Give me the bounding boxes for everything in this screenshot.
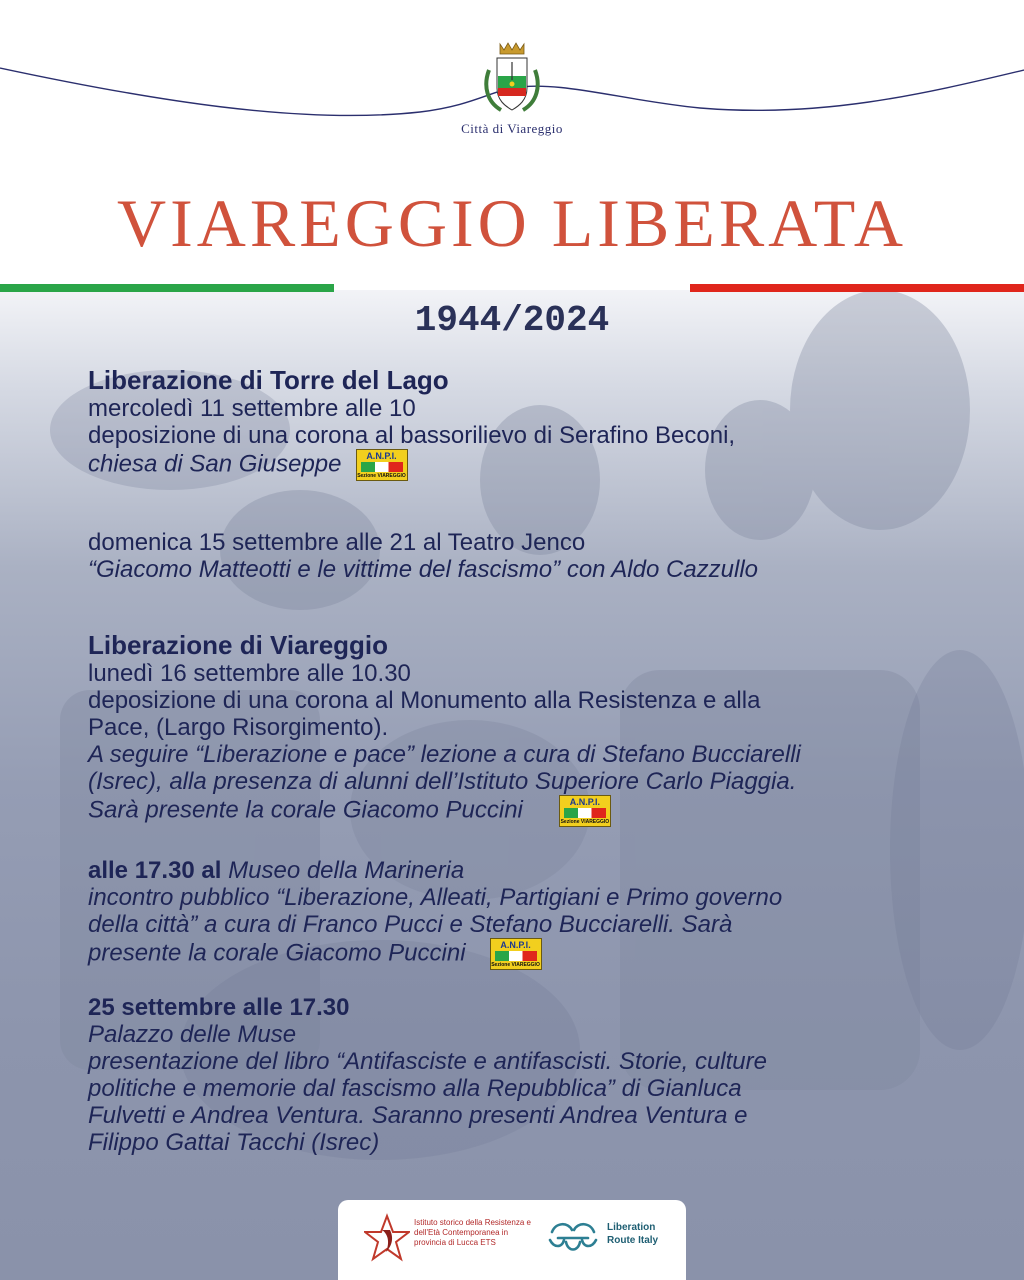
anpi-badge: [356, 449, 408, 481]
event-heading-torre: Liberazione di Torre del Lago: [88, 365, 449, 395]
anpi-flag-icon: [564, 808, 606, 818]
anpi-badge-label: A.N.P.I.: [500, 940, 531, 950]
isrec-name: Istituto storico della Resistenza e dell'Età Contemporanea in provincia di Lucca ETS: [414, 1218, 531, 1247]
anpi-badge-section: Sezione VIAREGGIO: [491, 962, 540, 968]
event-place-row-torre: [88, 449, 988, 481]
event-description-viareggio-1: deposizione di una corona al Monumento alla Resistenza e alla: [88, 687, 761, 714]
page-title: VIAREGGIO LIBERATA: [117, 185, 907, 261]
liberation-route-name: Liberation Route Italy: [607, 1222, 659, 1246]
event-line-palazzo-4: Filippo Gattai Tacchi (Isrec): [88, 1129, 380, 1156]
city-name: Città di Viareggio: [461, 121, 563, 136]
isrec-star-icon: [364, 1212, 410, 1264]
anpi-badge-section: Sezione VIAREGGIO: [357, 473, 406, 479]
anpi-badge: [559, 795, 611, 827]
anpi-flag-icon: [361, 462, 403, 472]
event-date-jenco: domenica 15 settembre alle 21 al Teatro Jenco: [88, 529, 586, 556]
event-followup-viareggio-2: (Isrec), alla presenza di alunni dell’Istituto Superiore Carlo Piaggia.: [88, 768, 797, 795]
years-subtitle: 1944/2024: [414, 300, 610, 341]
city-crest-icon: [481, 40, 543, 118]
event-place-torre: chiesa di San Giuseppe: [88, 450, 342, 478]
flag-stripe-green: [0, 284, 334, 292]
anpi-badge-section: Sezione VIAREGGIO: [560, 819, 610, 825]
event-place-palazzo: Palazzo delle Muse: [88, 1021, 297, 1048]
liberation-route-icon: [546, 1218, 600, 1258]
event-followup-row-viareggio: [88, 795, 988, 827]
event-time-row-museo: [88, 857, 988, 884]
event-place-museo: Museo della Marineria: [228, 857, 465, 884]
event-line-museo-2: della città” a cura di Franco Pucci e Stefano Bucciarelli. Sarà: [88, 911, 733, 938]
event-followup-viareggio-1: A seguire “Liberazione e pace” lezione a cura di Stefano Bucciarelli: [88, 741, 801, 768]
event-followup-viareggio-3: Sarà presente la corale Giacomo Puccini: [88, 796, 523, 824]
event-date-viareggio: lunedì 16 settembre alle 10.30: [88, 660, 411, 687]
anpi-flag-icon: [495, 951, 537, 961]
anpi-badge-label: A.N.P.I.: [569, 797, 601, 807]
anpi-badge-label: A.N.P.I.: [366, 451, 397, 461]
event-line-row-museo-3: [88, 938, 988, 970]
event-line-palazzo-3: Fulvetti e Andrea Ventura. Saranno presenti Andrea Ventura e: [88, 1102, 748, 1129]
event-list: [88, 366, 988, 1156]
event-line-museo-1: incontro pubblico “Liberazione, Alleati, Partigiani e Primo governo: [88, 884, 783, 911]
event-time-museo: alle 17.30 al: [88, 857, 222, 884]
flag-stripe-red: [690, 284, 1024, 292]
anpi-badge: [490, 938, 542, 970]
event-description-viareggio-2: Pace, (Largo Risorgimento).: [88, 714, 389, 741]
event-date-palazzo: 25 settembre alle 17.30: [88, 994, 350, 1021]
event-heading-viareggio: Liberazione di Viareggio: [88, 630, 389, 660]
event-description-torre: deposizione di una corona al bassorilievo di Serafino Beconi,: [88, 422, 736, 449]
event-line-palazzo-2: politiche e memorie dal fascismo alla Repubblica” di Gianluca: [88, 1075, 742, 1102]
event-date-torre: mercoledì 11 settembre alle 10: [88, 395, 416, 422]
event-line-palazzo-1: presentazione del libro “Antifasciste e antifascisti. Storie, culture: [88, 1048, 767, 1075]
event-description-jenco: “Giacomo Matteotti e le vittime del fascismo” con Aldo Cazzullo: [88, 556, 759, 583]
event-line-museo-3: presente la corale Giacomo Puccini: [88, 939, 466, 967]
